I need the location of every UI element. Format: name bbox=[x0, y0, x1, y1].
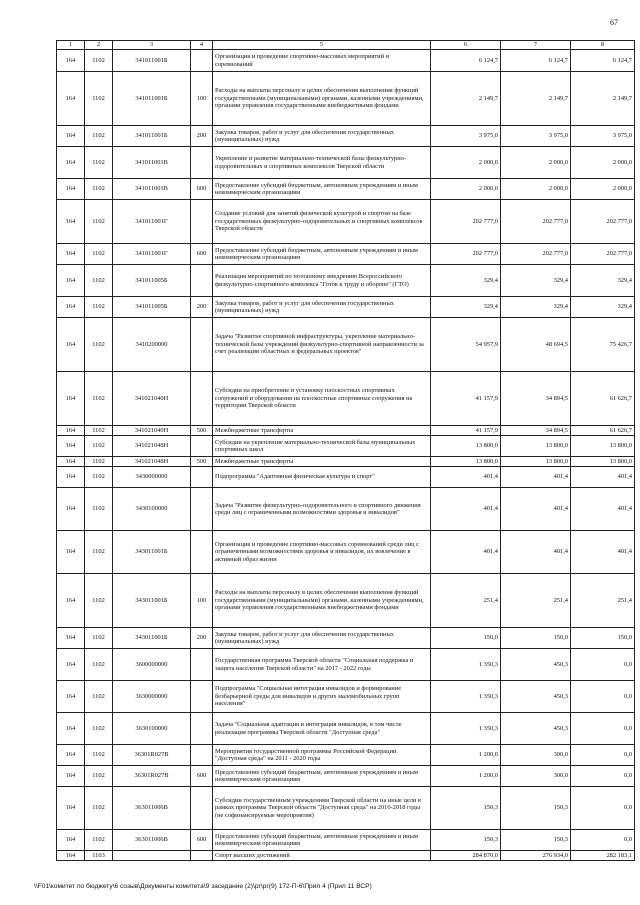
description-cell: Предоставление субсидий бюджетным, автономным учреждениям и иным некоммерческим организациям bbox=[213, 179, 431, 200]
section-code-cell: 1103 bbox=[85, 851, 113, 861]
description-cell: Задача "Развитие физкультурно-оздоровительного и спортивного движения среди лиц с ограниченными возможностями здоровья и инвалидов" bbox=[213, 488, 431, 531]
target-article-cell bbox=[113, 851, 191, 861]
amount-2018-cell: 401,4 bbox=[431, 467, 501, 488]
amount-2019-cell: 13 800,0 bbox=[501, 436, 571, 457]
ved-code-cell: 164 bbox=[57, 200, 85, 244]
amount-2019-cell: 2 149,7 bbox=[501, 72, 571, 126]
table-row bbox=[57, 436, 635, 457]
description-cell: Закупка товаров, работ и услуг для обеспечения государственных (муниципальных) нужд bbox=[213, 126, 431, 147]
amount-2020-cell: 0,0 bbox=[571, 830, 635, 851]
ved-code-cell: 164 bbox=[57, 713, 85, 745]
section-code-cell: 1102 bbox=[85, 787, 113, 830]
amount-2018-cell: 202 777,0 bbox=[431, 200, 501, 244]
ved-code-cell: 164 bbox=[57, 488, 85, 531]
target-article-cell: 341011005Б bbox=[113, 297, 191, 318]
amount-2020-cell: 0,0 bbox=[571, 787, 635, 830]
table-row bbox=[57, 467, 635, 488]
amount-2020-cell: 0,0 bbox=[571, 766, 635, 787]
amount-2018-cell: 54 957,9 bbox=[431, 318, 501, 372]
expense-type-cell: 500 bbox=[191, 426, 213, 436]
target-article-cell: 3630100000 bbox=[113, 713, 191, 745]
amount-2018-cell: 13 800,0 bbox=[431, 457, 501, 467]
amount-2018-cell: 1 200,0 bbox=[431, 766, 501, 787]
target-article-cell: 341011001Б bbox=[113, 50, 191, 72]
amount-2018-cell: 2 000,0 bbox=[431, 179, 501, 200]
table-row bbox=[57, 126, 635, 147]
description-cell: Межбюджетные трансферты bbox=[213, 426, 431, 436]
ved-code-cell: 164 bbox=[57, 72, 85, 126]
target-article-cell: 341011001Б bbox=[113, 72, 191, 126]
ved-code-cell: 164 bbox=[57, 372, 85, 426]
table-row bbox=[57, 488, 635, 531]
amount-2020-cell: 75 426,7 bbox=[571, 318, 635, 372]
description-cell: Предоставление субсидий бюджетным, автономным учреждениям и иным некоммерческим организациям bbox=[213, 766, 431, 787]
description-cell: Организация и проведение спортивно-массовых соревнований среди лиц с ограниченными возможностями здоровья и инвалидов, их вовлечение в активный образ жизни bbox=[213, 531, 431, 574]
section-code-cell: 1102 bbox=[85, 531, 113, 574]
target-article-cell: 341021048Н bbox=[113, 436, 191, 457]
description-cell: Подпрограмма "Социальная интеграция инвалидов и формирование безбарьерной среды для инвалидов и других маломобильных групп населения" bbox=[213, 681, 431, 713]
amount-2020-cell: 202 777,0 bbox=[571, 200, 635, 244]
amount-2020-cell: 61 626,7 bbox=[571, 426, 635, 436]
section-code-cell: 1102 bbox=[85, 318, 113, 372]
ved-code-cell: 164 bbox=[57, 426, 85, 436]
target-article-cell: 341011005Б bbox=[113, 265, 191, 297]
description-cell: Межбюджетные трансферты bbox=[213, 457, 431, 467]
table-row bbox=[57, 745, 635, 766]
target-article-cell: 341011001В bbox=[113, 147, 191, 179]
expense-type-cell: 200 bbox=[191, 628, 213, 649]
expense-type-cell: 600 bbox=[191, 830, 213, 851]
section-code-cell: 1102 bbox=[85, 766, 113, 787]
table-row bbox=[57, 179, 635, 200]
amount-2018-cell: 401,4 bbox=[431, 531, 501, 574]
ved-code-cell: 164 bbox=[57, 467, 85, 488]
amount-2020-cell: 2 000,0 bbox=[571, 147, 635, 179]
amount-2019-cell: 2 000,0 bbox=[501, 179, 571, 200]
amount-2019-cell: 150,0 bbox=[501, 628, 571, 649]
header-cell: 4 bbox=[191, 41, 213, 50]
amount-2019-cell: 450,3 bbox=[501, 713, 571, 745]
target-article-cell: 341021040Н bbox=[113, 372, 191, 426]
amount-2018-cell: 1 350,3 bbox=[431, 649, 501, 681]
amount-2019-cell: 34 894,5 bbox=[501, 372, 571, 426]
amount-2018-cell: 150,0 bbox=[431, 628, 501, 649]
description-cell: Спорт высших достижений bbox=[213, 851, 431, 861]
expense-type-cell: 200 bbox=[191, 126, 213, 147]
amount-2019-cell: 300,0 bbox=[501, 766, 571, 787]
description-cell: Задача "Развитие спортивной инфраструктуры, укрепление материально-технической базы учреждений физкультурно-спортивной направленности за счет реализации областных и федеральных проектов" bbox=[213, 318, 431, 372]
amount-2018-cell: 150,3 bbox=[431, 787, 501, 830]
target-article-cell: 341011001Г bbox=[113, 244, 191, 265]
target-article-cell: 3430100000 bbox=[113, 488, 191, 531]
ved-code-cell: 164 bbox=[57, 628, 85, 649]
ved-code-cell: 164 bbox=[57, 457, 85, 467]
description-cell: Субсидии государственным учреждениям Тверской области на иные цели в рамках программы Тверской области "Доступная среда" на 2016-2018 годы (не софинансируемые мероприятия) bbox=[213, 787, 431, 830]
table-row bbox=[57, 766, 635, 787]
description-cell: Создание условий для занятий физической культурой и спортом на базе государственных физкультурно-оздоровительных и спортивных комплексов Тверской области bbox=[213, 200, 431, 244]
section-code-cell: 1102 bbox=[85, 745, 113, 766]
description-cell: Субсидии на приобретение и установку плоскостных спортивных сооружений и оборудования на плоскостные спортивные сооружения на территории Тверской области bbox=[213, 372, 431, 426]
expense-type-cell bbox=[191, 713, 213, 745]
section-code-cell: 1102 bbox=[85, 179, 113, 200]
target-article-cell: 341011001В bbox=[113, 179, 191, 200]
amount-2020-cell: 202 777,0 bbox=[571, 244, 635, 265]
expense-type-cell bbox=[191, 147, 213, 179]
section-code-cell: 1102 bbox=[85, 244, 113, 265]
table-row bbox=[57, 713, 635, 745]
table-row bbox=[57, 200, 635, 244]
table-row bbox=[57, 318, 635, 372]
amount-2020-cell: 0,0 bbox=[571, 681, 635, 713]
section-code-cell: 1102 bbox=[85, 457, 113, 467]
amount-2020-cell: 61 626,7 bbox=[571, 372, 635, 426]
amount-2018-cell: 6 124,7 bbox=[431, 50, 501, 72]
amount-2020-cell: 3 975,0 bbox=[571, 126, 635, 147]
expense-type-cell bbox=[191, 745, 213, 766]
expense-type-cell: 600 bbox=[191, 766, 213, 787]
amount-2018-cell: 251,4 bbox=[431, 574, 501, 628]
amount-2019-cell: 202 777,0 bbox=[501, 244, 571, 265]
amount-2020-cell: 329,4 bbox=[571, 265, 635, 297]
table-row bbox=[57, 372, 635, 426]
expense-type-cell bbox=[191, 436, 213, 457]
amount-2018-cell: 202 777,0 bbox=[431, 244, 501, 265]
target-article-cell: 343011001Б bbox=[113, 628, 191, 649]
expense-type-cell bbox=[191, 787, 213, 830]
amount-2020-cell: 401,4 bbox=[571, 488, 635, 531]
target-article-cell: 341011001Г bbox=[113, 200, 191, 244]
target-article-cell: 3410200000 bbox=[113, 318, 191, 372]
table-row bbox=[57, 426, 635, 436]
amount-2019-cell: 401,4 bbox=[501, 531, 571, 574]
amount-2019-cell: 300,0 bbox=[501, 745, 571, 766]
amount-2018-cell: 1 350,3 bbox=[431, 681, 501, 713]
table-row bbox=[57, 830, 635, 851]
section-code-cell: 1102 bbox=[85, 628, 113, 649]
ved-code-cell: 164 bbox=[57, 318, 85, 372]
amount-2020-cell: 401,4 bbox=[571, 467, 635, 488]
amount-2018-cell: 2 000,0 bbox=[431, 147, 501, 179]
section-code-cell: 1102 bbox=[85, 147, 113, 179]
target-article-cell: 343011001Б bbox=[113, 574, 191, 628]
amount-2018-cell: 1 200,0 bbox=[431, 745, 501, 766]
ved-code-cell: 164 bbox=[57, 126, 85, 147]
table-row bbox=[57, 457, 635, 467]
amount-2018-cell: 1 350,3 bbox=[431, 713, 501, 745]
expense-type-cell bbox=[191, 467, 213, 488]
amount-2018-cell: 13 800,0 bbox=[431, 436, 501, 457]
target-article-cell: 36301R027В bbox=[113, 745, 191, 766]
amount-2018-cell: 329,4 bbox=[431, 297, 501, 318]
description-cell: Задача "Социальная адаптация и интеграция инвалидов, в том числе реализация программы Тверской области "Доступная среда" bbox=[213, 713, 431, 745]
amount-2019-cell: 450,3 bbox=[501, 649, 571, 681]
expense-type-cell bbox=[191, 649, 213, 681]
amount-2019-cell: 401,4 bbox=[501, 488, 571, 531]
section-code-cell: 1102 bbox=[85, 50, 113, 72]
ved-code-cell: 164 bbox=[57, 297, 85, 318]
ved-code-cell: 164 bbox=[57, 851, 85, 861]
table-row bbox=[57, 50, 635, 72]
amount-2020-cell: 2 000,0 bbox=[571, 179, 635, 200]
amount-2020-cell: 0,0 bbox=[571, 745, 635, 766]
footer-file-path: \\F01\комитет по бюджету\6 созыв\Документы комитета\9 заседание (2)\рг\рг(9) 172-П-6\Прил 4 (Прил 11 ВСР) bbox=[34, 883, 372, 890]
amount-2018-cell: 329,4 bbox=[431, 265, 501, 297]
ved-code-cell: 164 bbox=[57, 531, 85, 574]
section-code-cell: 1102 bbox=[85, 649, 113, 681]
table-row bbox=[57, 628, 635, 649]
description-cell: Реализация мероприятий по поэтапному внедрению Всероссийского физкультурно-спортивного комплекса "Готов к труду и обороне" (ГТО) bbox=[213, 265, 431, 297]
amount-2019-cell: 202 777,0 bbox=[501, 200, 571, 244]
expense-type-cell bbox=[191, 531, 213, 574]
table-row bbox=[57, 297, 635, 318]
target-article-cell: 36301R027В bbox=[113, 766, 191, 787]
amount-2019-cell: 329,4 bbox=[501, 297, 571, 318]
section-code-cell: 1102 bbox=[85, 426, 113, 436]
header-cell: 1 bbox=[57, 41, 85, 50]
expense-type-cell: 500 bbox=[191, 457, 213, 467]
target-article-cell: 341021048Н bbox=[113, 457, 191, 467]
target-article-cell: 363011006В bbox=[113, 787, 191, 830]
section-code-cell: 1102 bbox=[85, 681, 113, 713]
table-row bbox=[57, 787, 635, 830]
amount-2019-cell: 276 934,0 bbox=[501, 851, 571, 861]
description-cell: Государственная программа Тверской области "Социальная поддержка и защита населения Тверской области" на 2017 - 2022 годы bbox=[213, 649, 431, 681]
description-cell: Мероприятия государственной программы Российской Федерации "Доступная среда" на 2011 - 2020 годы bbox=[213, 745, 431, 766]
section-code-cell: 1102 bbox=[85, 372, 113, 426]
target-article-cell: 3430000000 bbox=[113, 467, 191, 488]
description-cell: Расходы на выплаты персоналу в целях обеспечения выполнения функций государственными (муниципальными) органами, казенными учреждениями, органами управления государственными внебюджетными фондами bbox=[213, 574, 431, 628]
target-article-cell: 363011006В bbox=[113, 830, 191, 851]
table-row bbox=[57, 681, 635, 713]
amount-2018-cell: 401,4 bbox=[431, 488, 501, 531]
expense-type-cell: 600 bbox=[191, 179, 213, 200]
header-cell: 3 bbox=[113, 41, 191, 50]
ved-code-cell: 164 bbox=[57, 179, 85, 200]
target-article-cell: 343011001Б bbox=[113, 531, 191, 574]
section-code-cell: 1102 bbox=[85, 297, 113, 318]
section-code-cell: 1102 bbox=[85, 830, 113, 851]
table-row bbox=[57, 72, 635, 126]
amount-2018-cell: 284 870,0 bbox=[431, 851, 501, 861]
ved-code-cell: 164 bbox=[57, 745, 85, 766]
table-row bbox=[57, 851, 635, 861]
expense-type-cell bbox=[191, 200, 213, 244]
amount-2020-cell: 2 149,7 bbox=[571, 72, 635, 126]
amount-2020-cell: 251,4 bbox=[571, 574, 635, 628]
expense-type-cell bbox=[191, 265, 213, 297]
section-code-cell: 1102 bbox=[85, 72, 113, 126]
amount-2020-cell: 0,0 bbox=[571, 713, 635, 745]
ved-code-cell: 164 bbox=[57, 787, 85, 830]
expense-type-cell bbox=[191, 318, 213, 372]
amount-2019-cell: 2 000,0 bbox=[501, 147, 571, 179]
section-code-cell: 1102 bbox=[85, 713, 113, 745]
amount-2019-cell: 251,4 bbox=[501, 574, 571, 628]
description-cell: Субсидии на укрепление материально-технической базы муниципальных спортивных школ bbox=[213, 436, 431, 457]
amount-2018-cell: 3 975,0 bbox=[431, 126, 501, 147]
header-cell: 7 bbox=[501, 41, 571, 50]
expense-type-cell bbox=[191, 372, 213, 426]
expense-type-cell: 200 bbox=[191, 297, 213, 318]
amount-2019-cell: 150,3 bbox=[501, 787, 571, 830]
ved-code-cell: 164 bbox=[57, 436, 85, 457]
amount-2018-cell: 41 157,9 bbox=[431, 372, 501, 426]
expense-type-cell bbox=[191, 851, 213, 861]
amount-2019-cell: 6 124,7 bbox=[501, 50, 571, 72]
budget-table bbox=[56, 40, 635, 861]
description-cell: Подпрограмма "Адаптивная физическая культура и спорт" bbox=[213, 467, 431, 488]
expense-type-cell: 100 bbox=[191, 574, 213, 628]
expense-type-cell bbox=[191, 50, 213, 72]
ved-code-cell: 164 bbox=[57, 649, 85, 681]
amount-2019-cell: 150,3 bbox=[501, 830, 571, 851]
amount-2020-cell: 282 183,1 bbox=[571, 851, 635, 861]
amount-2019-cell: 13 800,0 bbox=[501, 457, 571, 467]
table-row bbox=[57, 574, 635, 628]
amount-2019-cell: 401,4 bbox=[501, 467, 571, 488]
target-article-cell: 3600000000 bbox=[113, 649, 191, 681]
expense-type-cell: 100 bbox=[191, 72, 213, 126]
section-code-cell: 1102 bbox=[85, 200, 113, 244]
amount-2019-cell: 34 894,5 bbox=[501, 426, 571, 436]
description-cell: Предоставление субсидий бюджетным, автономным учреждениям и иным некоммерческим организациям bbox=[213, 830, 431, 851]
table-row bbox=[57, 147, 635, 179]
header-cell: 2 bbox=[85, 41, 113, 50]
description-cell: Укрепление и развитие материально-технической базы физкультурно-оздоровительных и спортивных комплексов Тверской области bbox=[213, 147, 431, 179]
section-code-cell: 1102 bbox=[85, 436, 113, 457]
amount-2020-cell: 13 800,0 bbox=[571, 457, 635, 467]
header-cell: 6 bbox=[431, 41, 501, 50]
description-cell: Закупка товаров, работ и услуг для обеспечения государственных (муниципальных) нужд bbox=[213, 628, 431, 649]
header-cell: 5 bbox=[213, 41, 431, 50]
header-row bbox=[57, 41, 635, 50]
description-cell: Организация и проведение спортивно-массовых мероприятий и соревнований bbox=[213, 50, 431, 72]
table-row bbox=[57, 244, 635, 265]
ved-code-cell: 164 bbox=[57, 265, 85, 297]
ved-code-cell: 164 bbox=[57, 147, 85, 179]
amount-2019-cell: 450,3 bbox=[501, 681, 571, 713]
amount-2019-cell: 329,4 bbox=[501, 265, 571, 297]
table-row bbox=[57, 649, 635, 681]
expense-type-cell bbox=[191, 488, 213, 531]
amount-2020-cell: 150,0 bbox=[571, 628, 635, 649]
ved-code-cell: 164 bbox=[57, 766, 85, 787]
target-article-cell: 3630000000 bbox=[113, 681, 191, 713]
page-number: 67 bbox=[610, 18, 618, 27]
ved-code-cell: 164 bbox=[57, 574, 85, 628]
amount-2020-cell: 13 800,0 bbox=[571, 436, 635, 457]
description-cell: Расходы на выплаты персоналу в целях обеспечения выполнения функций государственными (муниципальными) органами, казенными учреждениями, органами управления государственными внебюджетными фондами bbox=[213, 72, 431, 126]
section-code-cell: 1102 bbox=[85, 265, 113, 297]
description-cell: Предоставление субсидий бюджетным, автономным учреждениям и иным некоммерческим организациям bbox=[213, 244, 431, 265]
target-article-cell: 341021040Н bbox=[113, 426, 191, 436]
amount-2019-cell: 3 975,0 bbox=[501, 126, 571, 147]
amount-2020-cell: 329,4 bbox=[571, 297, 635, 318]
section-code-cell: 1102 bbox=[85, 574, 113, 628]
header-cell: 8 bbox=[571, 41, 635, 50]
description-cell: Закупка товаров, работ и услуг для обеспечения государственных (муниципальных) нужд bbox=[213, 297, 431, 318]
ved-code-cell: 164 bbox=[57, 830, 85, 851]
amount-2018-cell: 41 157,9 bbox=[431, 426, 501, 436]
amount-2019-cell: 48 694,5 bbox=[501, 318, 571, 372]
ved-code-cell: 164 bbox=[57, 50, 85, 72]
section-code-cell: 1102 bbox=[85, 126, 113, 147]
expense-type-cell bbox=[191, 681, 213, 713]
amount-2018-cell: 2 149,7 bbox=[431, 72, 501, 126]
amount-2020-cell: 401,4 bbox=[571, 531, 635, 574]
table-row bbox=[57, 265, 635, 297]
section-code-cell: 1102 bbox=[85, 488, 113, 531]
amount-2018-cell: 150,3 bbox=[431, 830, 501, 851]
amount-2020-cell: 0,0 bbox=[571, 649, 635, 681]
ved-code-cell: 164 bbox=[57, 244, 85, 265]
target-article-cell: 341011001Б bbox=[113, 126, 191, 147]
table-row bbox=[57, 531, 635, 574]
expense-type-cell: 600 bbox=[191, 244, 213, 265]
ved-code-cell: 164 bbox=[57, 681, 85, 713]
amount-2020-cell: 6 124,7 bbox=[571, 50, 635, 72]
section-code-cell: 1102 bbox=[85, 467, 113, 488]
